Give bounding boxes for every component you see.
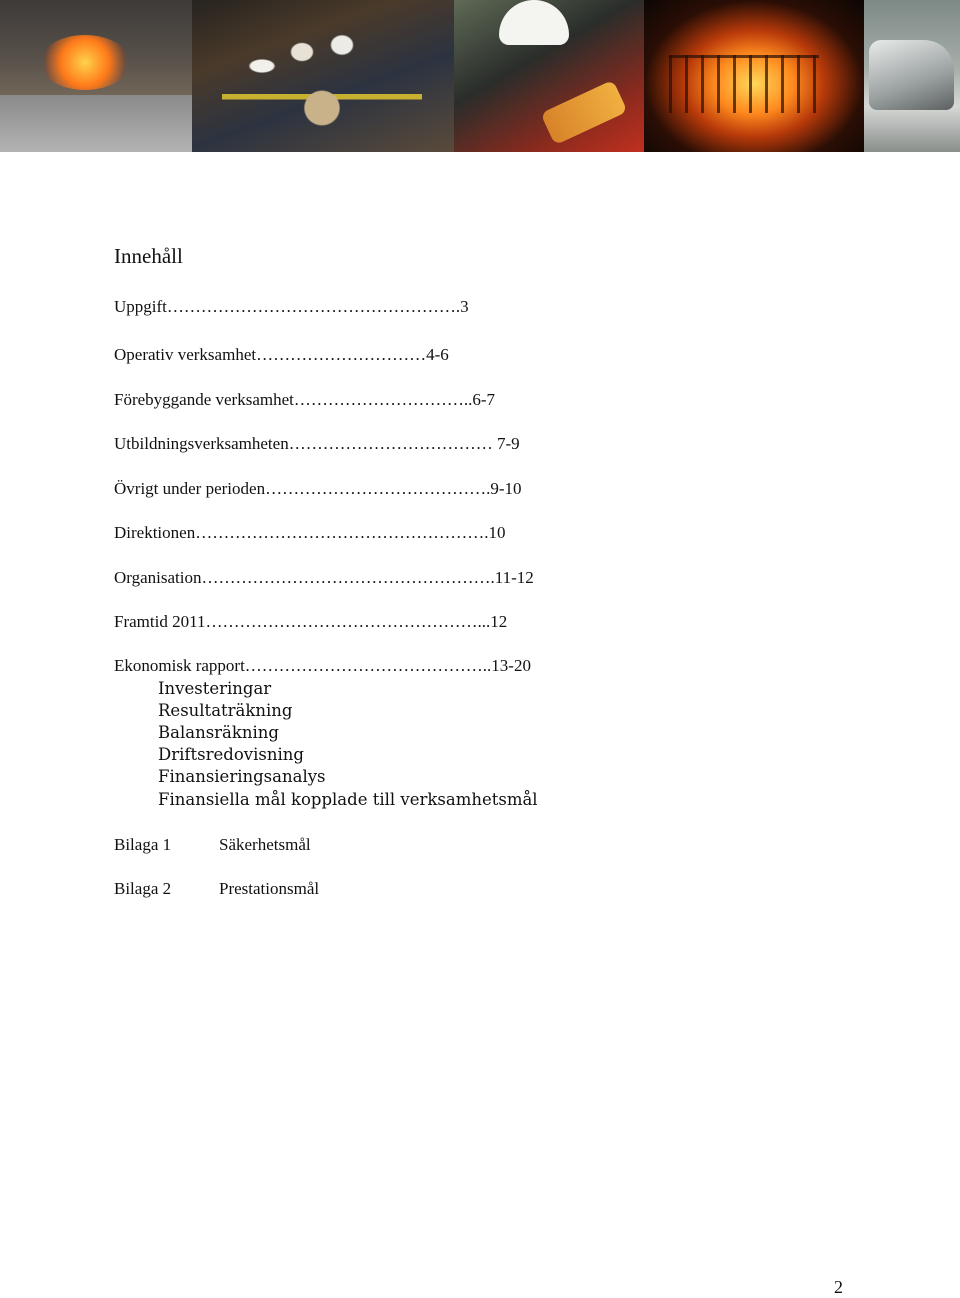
toc-entry[interactable]: Framtid 2011…………………………………………...12 [114,612,508,631]
appendix-label: Bilaga 1 [114,835,172,854]
page-number: 2 [834,1277,843,1297]
toc-subentry[interactable]: Driftsredovisning [158,745,304,764]
toc-entry[interactable]: Direktionen…………………………………………….10 [114,523,506,542]
toc-subentry[interactable]: Balansräkning [158,723,279,742]
toc-entry[interactable]: Ekonomisk rapport……………………………………..13-20 [114,656,531,675]
header-photo-banner [0,0,960,152]
toc-entry[interactable]: Förebyggande verksamhet…………………………..6-7 [114,390,496,409]
toc-entry[interactable]: Övrigt under perioden………………………………….9-10 [114,479,522,498]
toc-entry[interactable]: Organisation…………………………………………….11-12 [114,568,534,587]
toc-entry[interactable]: Uppgift…………………………………………….3 [114,297,469,316]
appendix-label: Bilaga 2 [114,879,172,898]
toc-entry[interactable]: Utbildningsverksamheten……………………………… 7-9 [114,434,520,453]
toc-subentry[interactable]: Resultaträkning [158,701,293,720]
toc-subentry[interactable]: Finansieringsanalys [158,767,326,786]
car-crash-photo [864,0,960,152]
toc-subentry[interactable]: Finansiella mål kopplade till verksamhetsmål [158,790,538,809]
toc-heading: Innehåll [114,244,183,268]
toc-subentry[interactable]: Investeringar [158,679,272,698]
hydraulic-tool-photo [454,0,644,152]
toc-entry[interactable]: Operativ verksamhet…………………………4-6 [114,345,449,364]
firefighters-rescue-photo [192,0,454,152]
appendix-title[interactable]: Säkerhetsmål [219,835,311,854]
building-fire-photo [644,0,864,152]
appendix-title[interactable]: Prestationsmål [219,879,320,898]
car-fire-photo [0,0,192,152]
